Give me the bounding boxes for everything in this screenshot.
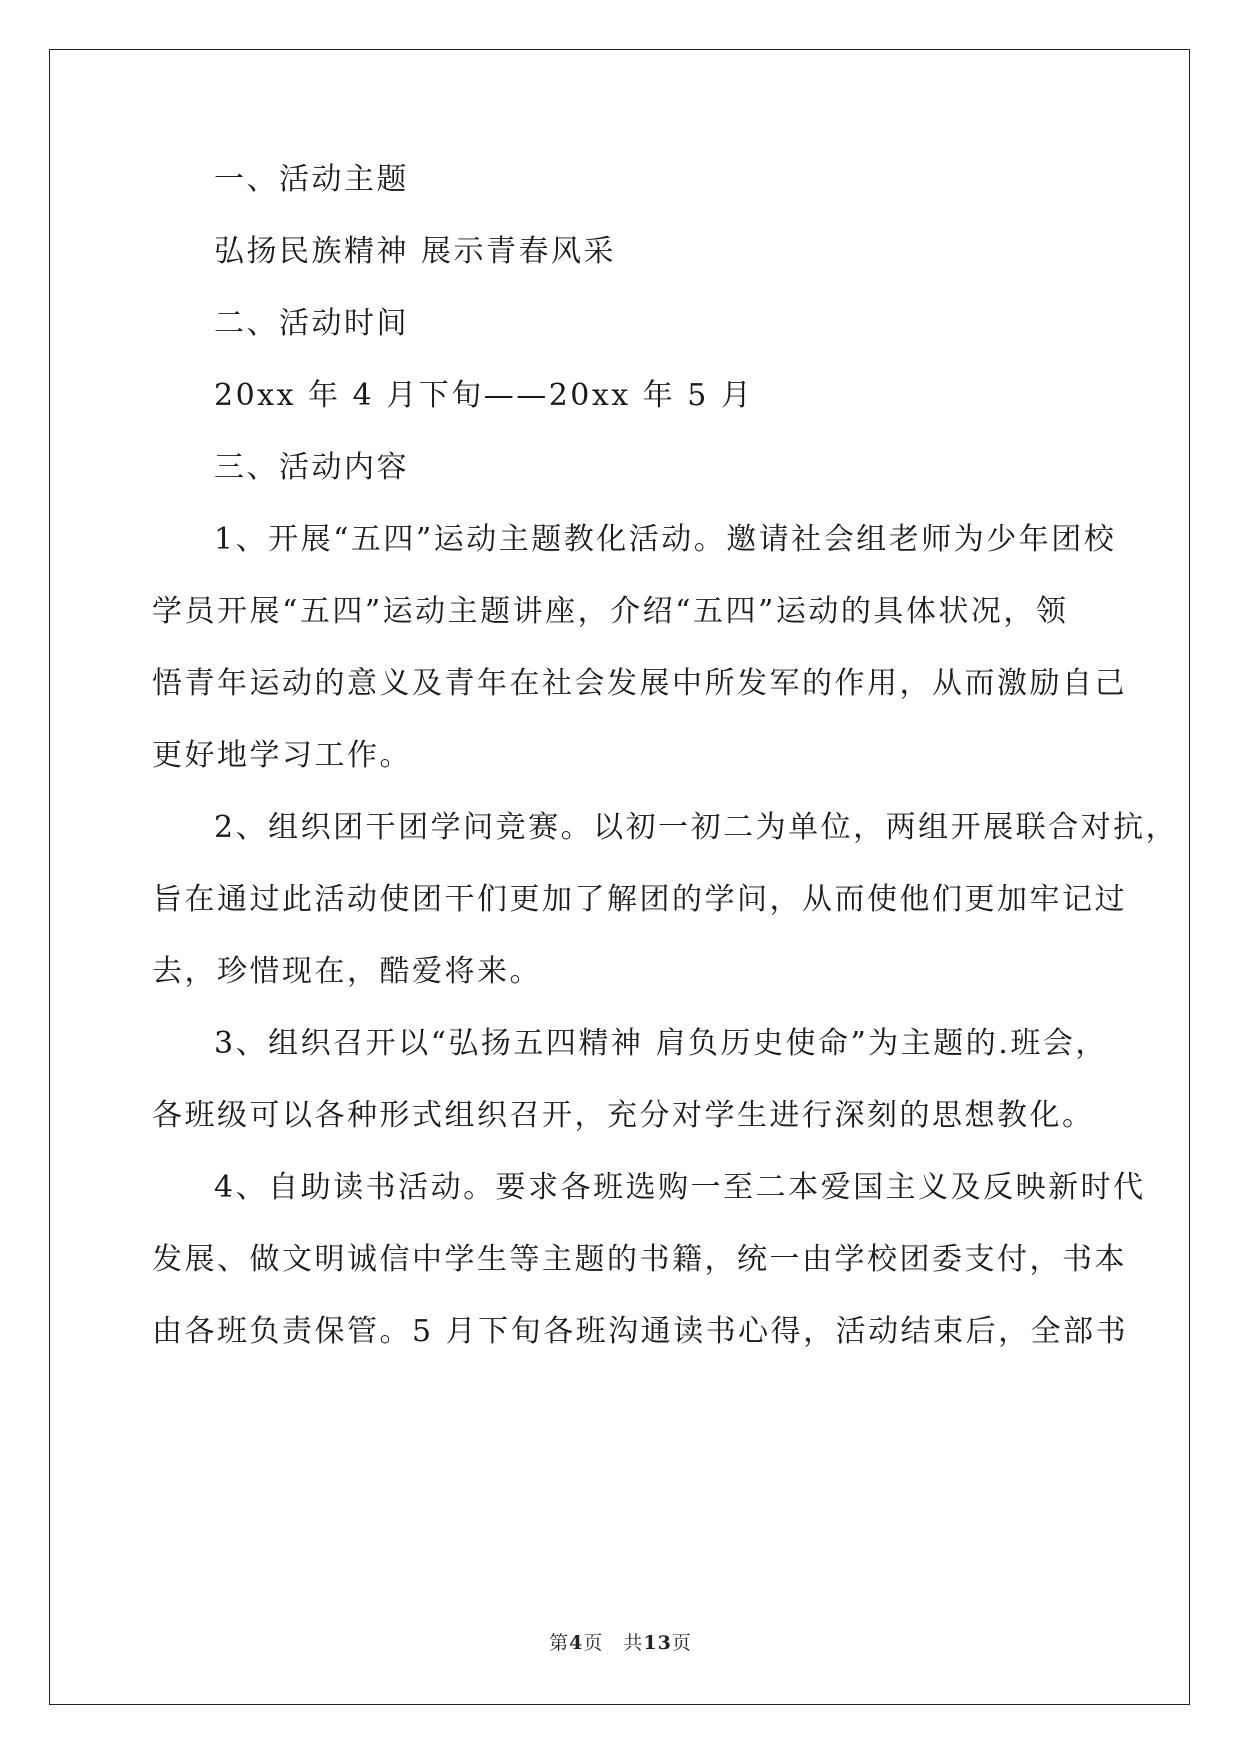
paragraph-2-line-1: 2、组织团干团学问竞赛。以初一初二为单位，两组开展联合对抗， [214,810,1179,845]
paragraph-3-line-2: 各班级可以各种形式组织召开，充分对学生进行深刻的思想教化。 [152,1098,1095,1133]
paragraph-1-line-2: 学员开展“五四”运动主题讲座，介绍“五四”运动的具体状况，领 [152,594,1069,629]
heading-content: 三、活动内容 [214,450,409,485]
paragraph-2-line-3: 去，珍惜现在，酷爱将来。 [152,954,542,989]
page-border [49,49,1190,1705]
paragraph-1-line-1: 1、开展“五四”运动主题教化活动。邀请社会组老师为少年团校 [214,522,1117,557]
theme-text: 弘扬民族精神 展示青春风采 [214,234,617,269]
paragraph-3-line-1: 3、组织召开以“弘扬五四精神 肩负历史使命”为主题的.班会， [214,1026,1108,1061]
footer-total-pages: 13 [643,1632,672,1654]
paragraph-4-line-3: 由各班负责保管。5 月下旬各班沟通读书心得，活动结束后，全部书 [152,1314,1129,1349]
heading-theme: 一、活动主题 [214,162,409,197]
page-footer [0,1628,1241,1655]
time-text: 20xx 年 4 月下旬——20xx 年 5 月 [214,378,754,413]
paragraph-1-line-4: 更好地学习工作。 [152,738,412,773]
paragraph-4-line-1: 4、自助读书活动。要求各班选购一至二本爱国主义及反映新时代 [214,1170,1146,1205]
footer-prefix: 第 [549,1632,570,1654]
paragraph-2-line-2: 旨在通过此活动使团干们更加了解团的学问，从而使他们更加牢记过 [152,882,1127,917]
paragraph-4-line-2: 发展、做文明诚信中学生等主题的书籍，统一由学校团委支付，书本 [152,1242,1127,1277]
paragraph-1-line-3: 悟青年运动的意义及青年在社会发展中所发军的作用，从而激励自己 [152,666,1127,701]
footer-suffix: 页 [671,1632,692,1654]
heading-time: 二、活动时间 [214,306,409,341]
footer-mid: 页 共 [583,1632,644,1654]
footer-page-number: 4 [569,1632,584,1654]
